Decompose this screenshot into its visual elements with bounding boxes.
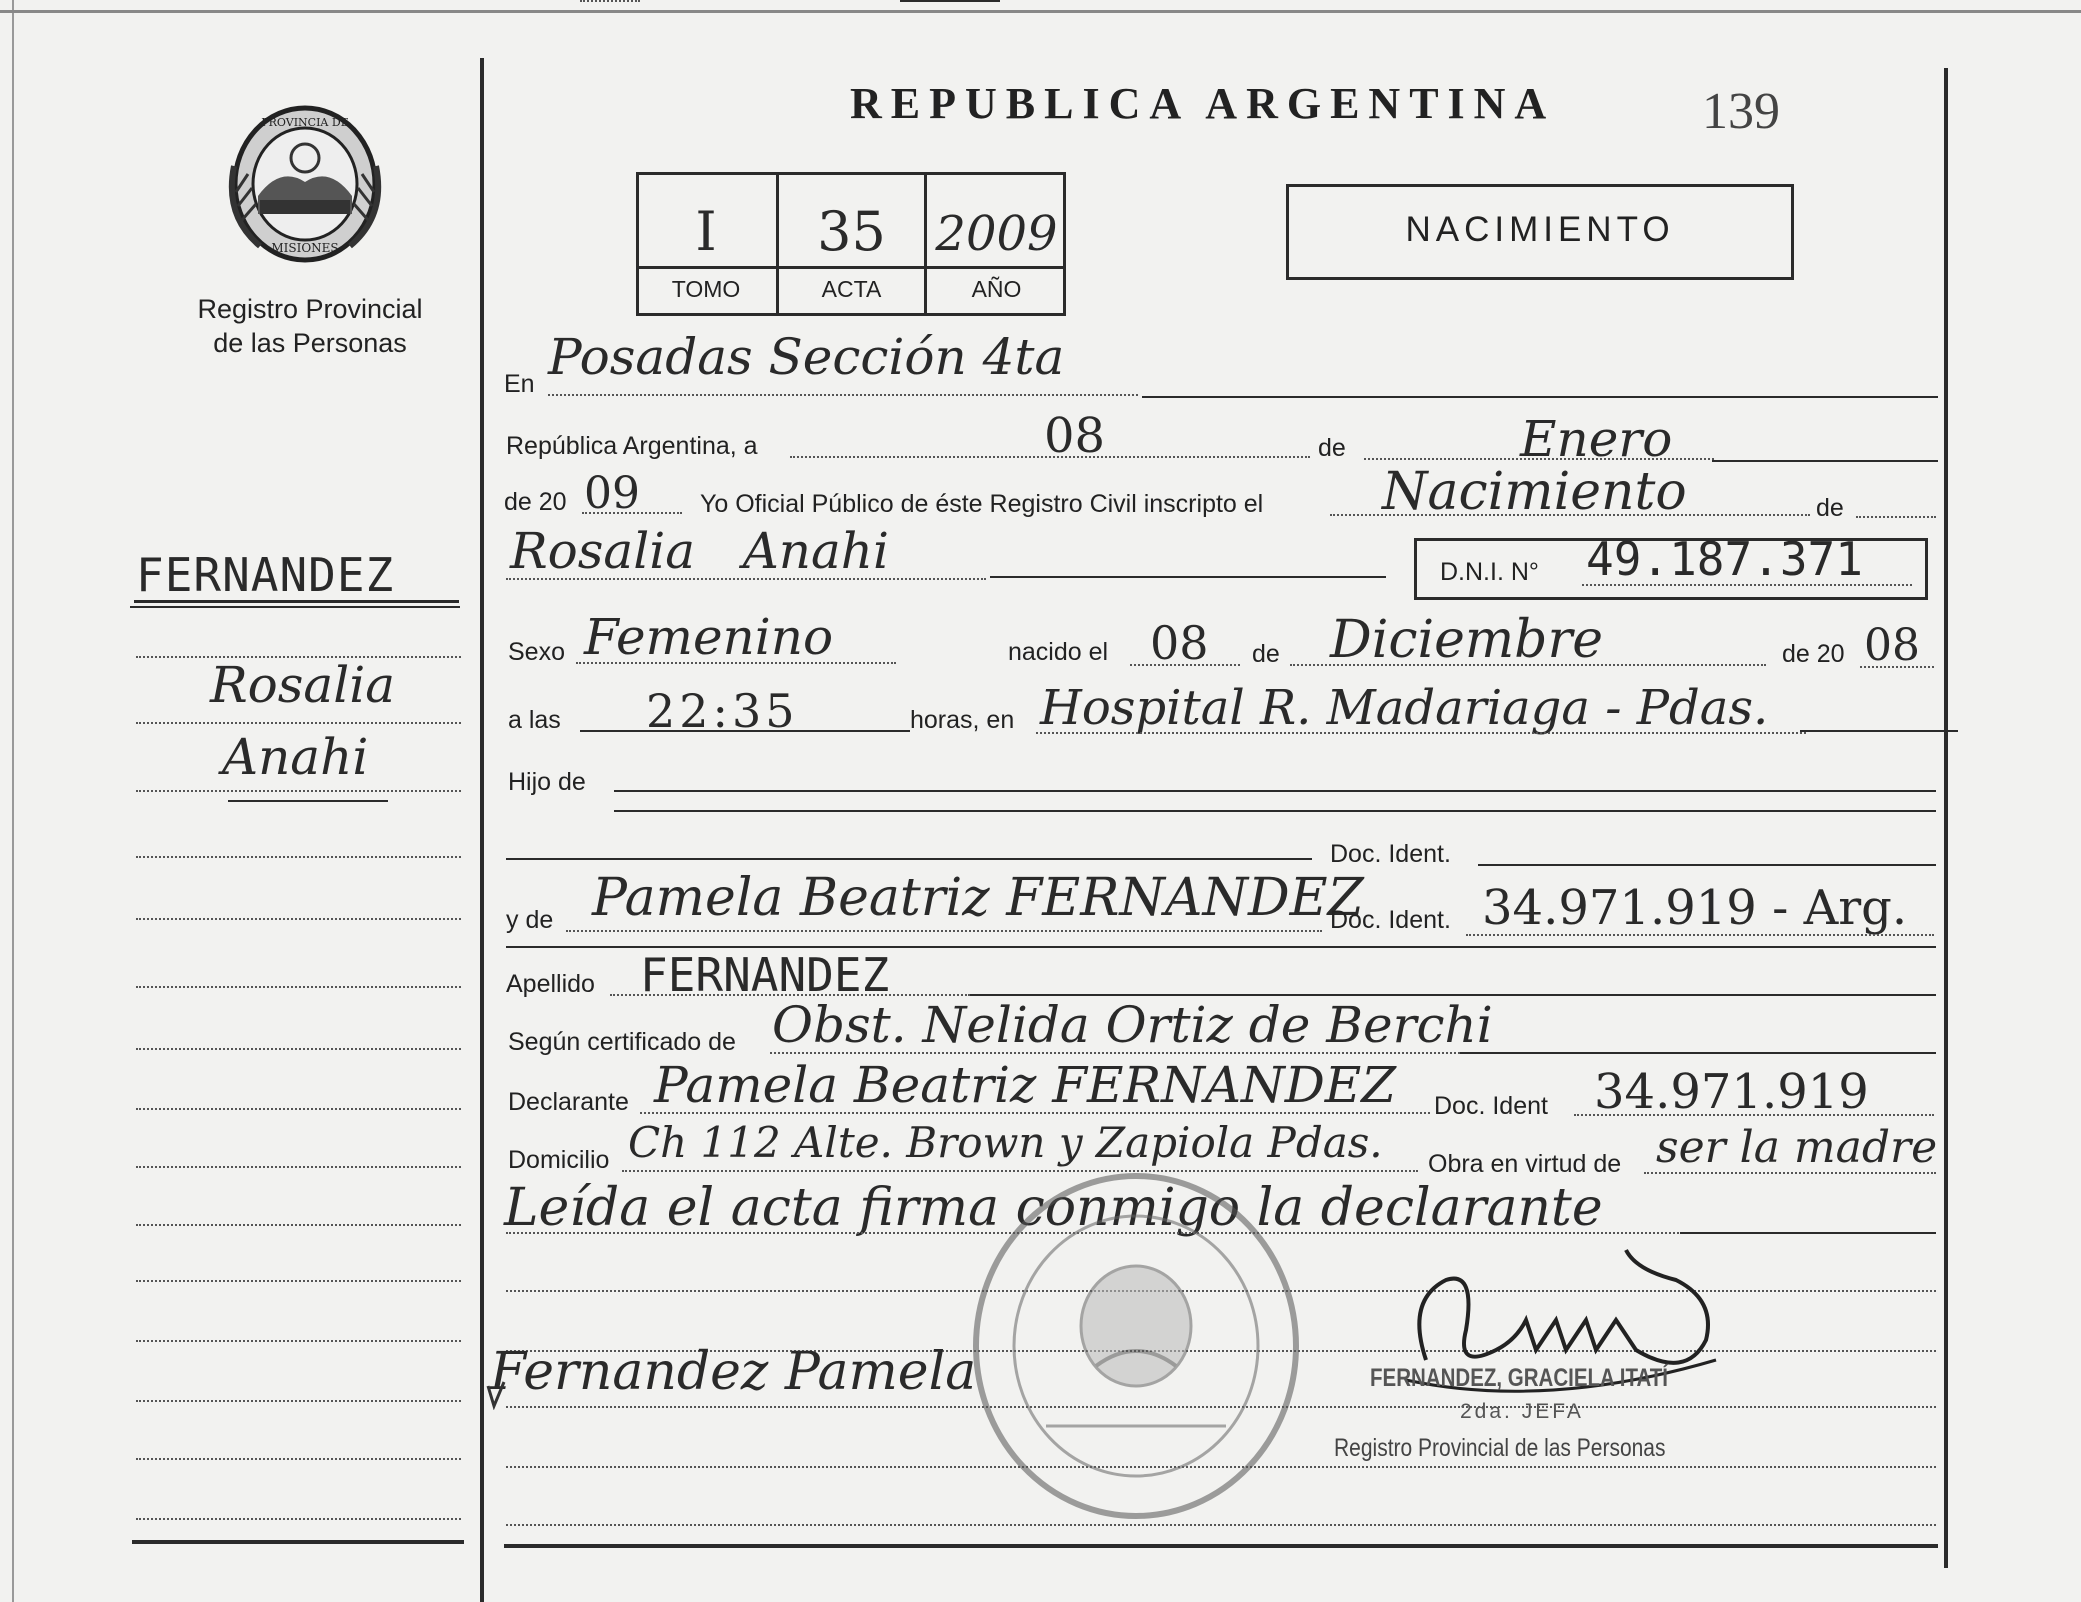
obra-value: ser la madre [1656, 1122, 1938, 1173]
de-label: de [1318, 434, 1346, 462]
declarante-doc-value: 34.971.919 [1594, 1064, 1869, 1120]
margin-given-name-1: Rosalia [210, 656, 396, 714]
margin-line [130, 606, 460, 608]
certificado-label: Según certificado de [508, 1028, 736, 1056]
main-frame-right-border [1944, 68, 1948, 1568]
form-rule [614, 810, 1936, 812]
horas-label: horas, en [910, 706, 1015, 734]
dotted-line [506, 578, 986, 580]
margin-given-name-2: Anahi [222, 728, 369, 786]
officer-stamp-agency: Registro Provincial de las Personas [1334, 1434, 1666, 1462]
certificado-value: Obst. Nelida Ortiz de Berchi [772, 996, 1493, 1054]
form-rule [614, 790, 1936, 792]
inscripto-type-value: Nacimiento [1382, 462, 1687, 522]
republica-label: República Argentina, a [506, 432, 758, 460]
month-value: Enero [1520, 410, 1673, 468]
margin-dotted-line [136, 1280, 461, 1282]
dotted-line [1860, 666, 1934, 668]
declarante-label: Declarante [508, 1088, 629, 1116]
dotted-line [1644, 1172, 1936, 1174]
margin-dotted-line [136, 1108, 461, 1110]
year-suffix-value: 09 [584, 468, 640, 519]
tomo-label: TOMO [671, 276, 741, 302]
signature-tick-mark [486, 1380, 506, 1410]
margin-dotted-line [136, 1340, 461, 1342]
sexo-label: Sexo [508, 638, 565, 666]
act-type-label: NACIMIENTO [1405, 210, 1675, 249]
child-names-value: Rosalia Anahi [510, 522, 890, 580]
mother-name-value: Pamela Beatriz FERNANDEZ [592, 868, 1364, 928]
a-las-label: a las [508, 706, 561, 734]
form-rule [1478, 864, 1936, 866]
birth-year-label: de 20 [1782, 640, 1845, 668]
domicilio-value: Ch 112 Alte. Brown y Zapiola Pdas. [628, 1118, 1383, 1167]
declarante-value: Pamela Beatriz FERNANDEZ [654, 1056, 1397, 1114]
official-round-stamp [966, 1166, 1306, 1526]
margin-name-underline [228, 800, 388, 802]
apellido-label: Apellido [506, 970, 595, 998]
closing-note: Leída el acta firma conmigo la declarante [504, 1178, 1603, 1238]
nacido-label: nacido el [1008, 638, 1109, 666]
form-rule [506, 858, 1312, 860]
dotted-line [1574, 1114, 1934, 1116]
officer-stamp-role: 2da. JEFA [1460, 1400, 1584, 1423]
margin-surname-underline [134, 600, 459, 603]
acta-label: ACTA [821, 276, 882, 302]
doc-ident-label: Doc. Ident. [1330, 840, 1451, 868]
paper-left-edge [12, 0, 14, 1602]
day-value: 08 [1044, 408, 1106, 464]
officer-stamp-name: FERNANDEZ, GRACIELA ITATÍ [1370, 1364, 1668, 1392]
ano-value: 2009 [935, 206, 1058, 262]
dotted-line [1582, 584, 1912, 586]
dotted-line [576, 662, 896, 664]
birth-time-value: 22:35 [646, 684, 799, 738]
margin-surname: FERNANDEZ [136, 548, 395, 602]
seal-top-text: PROVINCIA DE [261, 116, 349, 129]
margin-dotted-line [136, 1458, 461, 1460]
obra-label: Obra en virtud de [1428, 1150, 1622, 1178]
dni-label: D.N.I. N° [1440, 558, 1539, 586]
year-prefix-label: de 20 [504, 488, 567, 516]
margin-dotted-line [136, 1048, 461, 1050]
declarant-signature: Fernandez Pamela [490, 1342, 977, 1402]
margin-dotted-line [136, 1166, 461, 1168]
acta-value: 35 [817, 200, 886, 263]
dotted-line [1856, 516, 1936, 518]
de-label-2: de [1816, 494, 1844, 522]
dotted-line [582, 512, 682, 514]
sexo-value: Femenino [584, 608, 834, 666]
form-rule [990, 576, 1386, 578]
form-rule [1460, 1052, 1936, 1054]
form-rule [1712, 460, 1938, 462]
margin-dotted-line [136, 722, 461, 724]
folio-number: 139 [1702, 83, 1780, 140]
domicilio-label: Domicilio [508, 1146, 610, 1174]
margin-dotted-line [136, 986, 461, 988]
dotted-line [1466, 934, 1934, 936]
hijo-label: Hijo de [508, 768, 586, 796]
birth-month-value: Diciembre [1330, 610, 1604, 670]
form-rule [1142, 396, 1938, 398]
paper-top-edge [0, 10, 2081, 13]
apellido-value: FERNANDEZ [640, 948, 890, 1002]
dotted-line [1036, 732, 1806, 734]
birth-day-value: 08 [1150, 616, 1209, 670]
dotted-line [770, 1052, 1460, 1054]
province-seal [220, 96, 390, 266]
doc-ident-label-3: Doc. Ident [1434, 1092, 1548, 1120]
seal-bottom-text: MISIONES [271, 241, 339, 255]
oficial-label: Yo Oficial Público de éste Registro Civil inscripto el [700, 490, 1264, 518]
form-rule [580, 730, 910, 732]
dotted-line [1130, 664, 1240, 666]
margin-dotted-line [136, 1224, 461, 1226]
dotted-line [640, 1112, 1430, 1114]
tomo-value: I [695, 200, 717, 263]
main-frame-left-border [480, 58, 484, 1602]
form-rule [900, 0, 1000, 2]
dotted-line [566, 930, 1322, 932]
margin-dotted-line [136, 1518, 461, 1520]
margin-bottom-rule [132, 1540, 464, 1544]
dotted-line [548, 394, 1138, 396]
birth-place-value: Hospital R. Madariaga - Pdas. [1040, 680, 1769, 736]
record-box-label-rule [636, 266, 1066, 269]
agency-name-line2: de las Personas [213, 328, 407, 358]
en-label: En [504, 370, 535, 398]
ano-label: AÑO [971, 276, 1022, 302]
y-de-label: y de [506, 906, 554, 934]
dotted-line [580, 0, 640, 2]
de-label-3: de [1252, 640, 1280, 668]
form-rule [1680, 1232, 1936, 1234]
margin-dotted-line [136, 918, 461, 920]
margin-dotted-line [136, 1400, 461, 1402]
birth-year-suffix-value: 08 [1864, 620, 1920, 671]
form-bottom-rule [504, 1544, 1938, 1548]
doc-ident-label-2: Doc. Ident. [1330, 906, 1451, 934]
country-heading: REPUBLICA ARGENTINA [850, 79, 1556, 128]
province-seal-graphic [220, 96, 390, 266]
place-value: Posadas Sección 4ta [548, 328, 1065, 386]
margin-dotted-line [136, 790, 461, 792]
agency-name-line1: Registro Provincial [197, 294, 423, 324]
dni-value: 49.187.371 [1586, 532, 1863, 586]
form-rule [1800, 730, 1958, 732]
mother-doc-value: 34.971.919 - Arg. [1482, 880, 1908, 936]
margin-dotted-line [136, 856, 461, 858]
